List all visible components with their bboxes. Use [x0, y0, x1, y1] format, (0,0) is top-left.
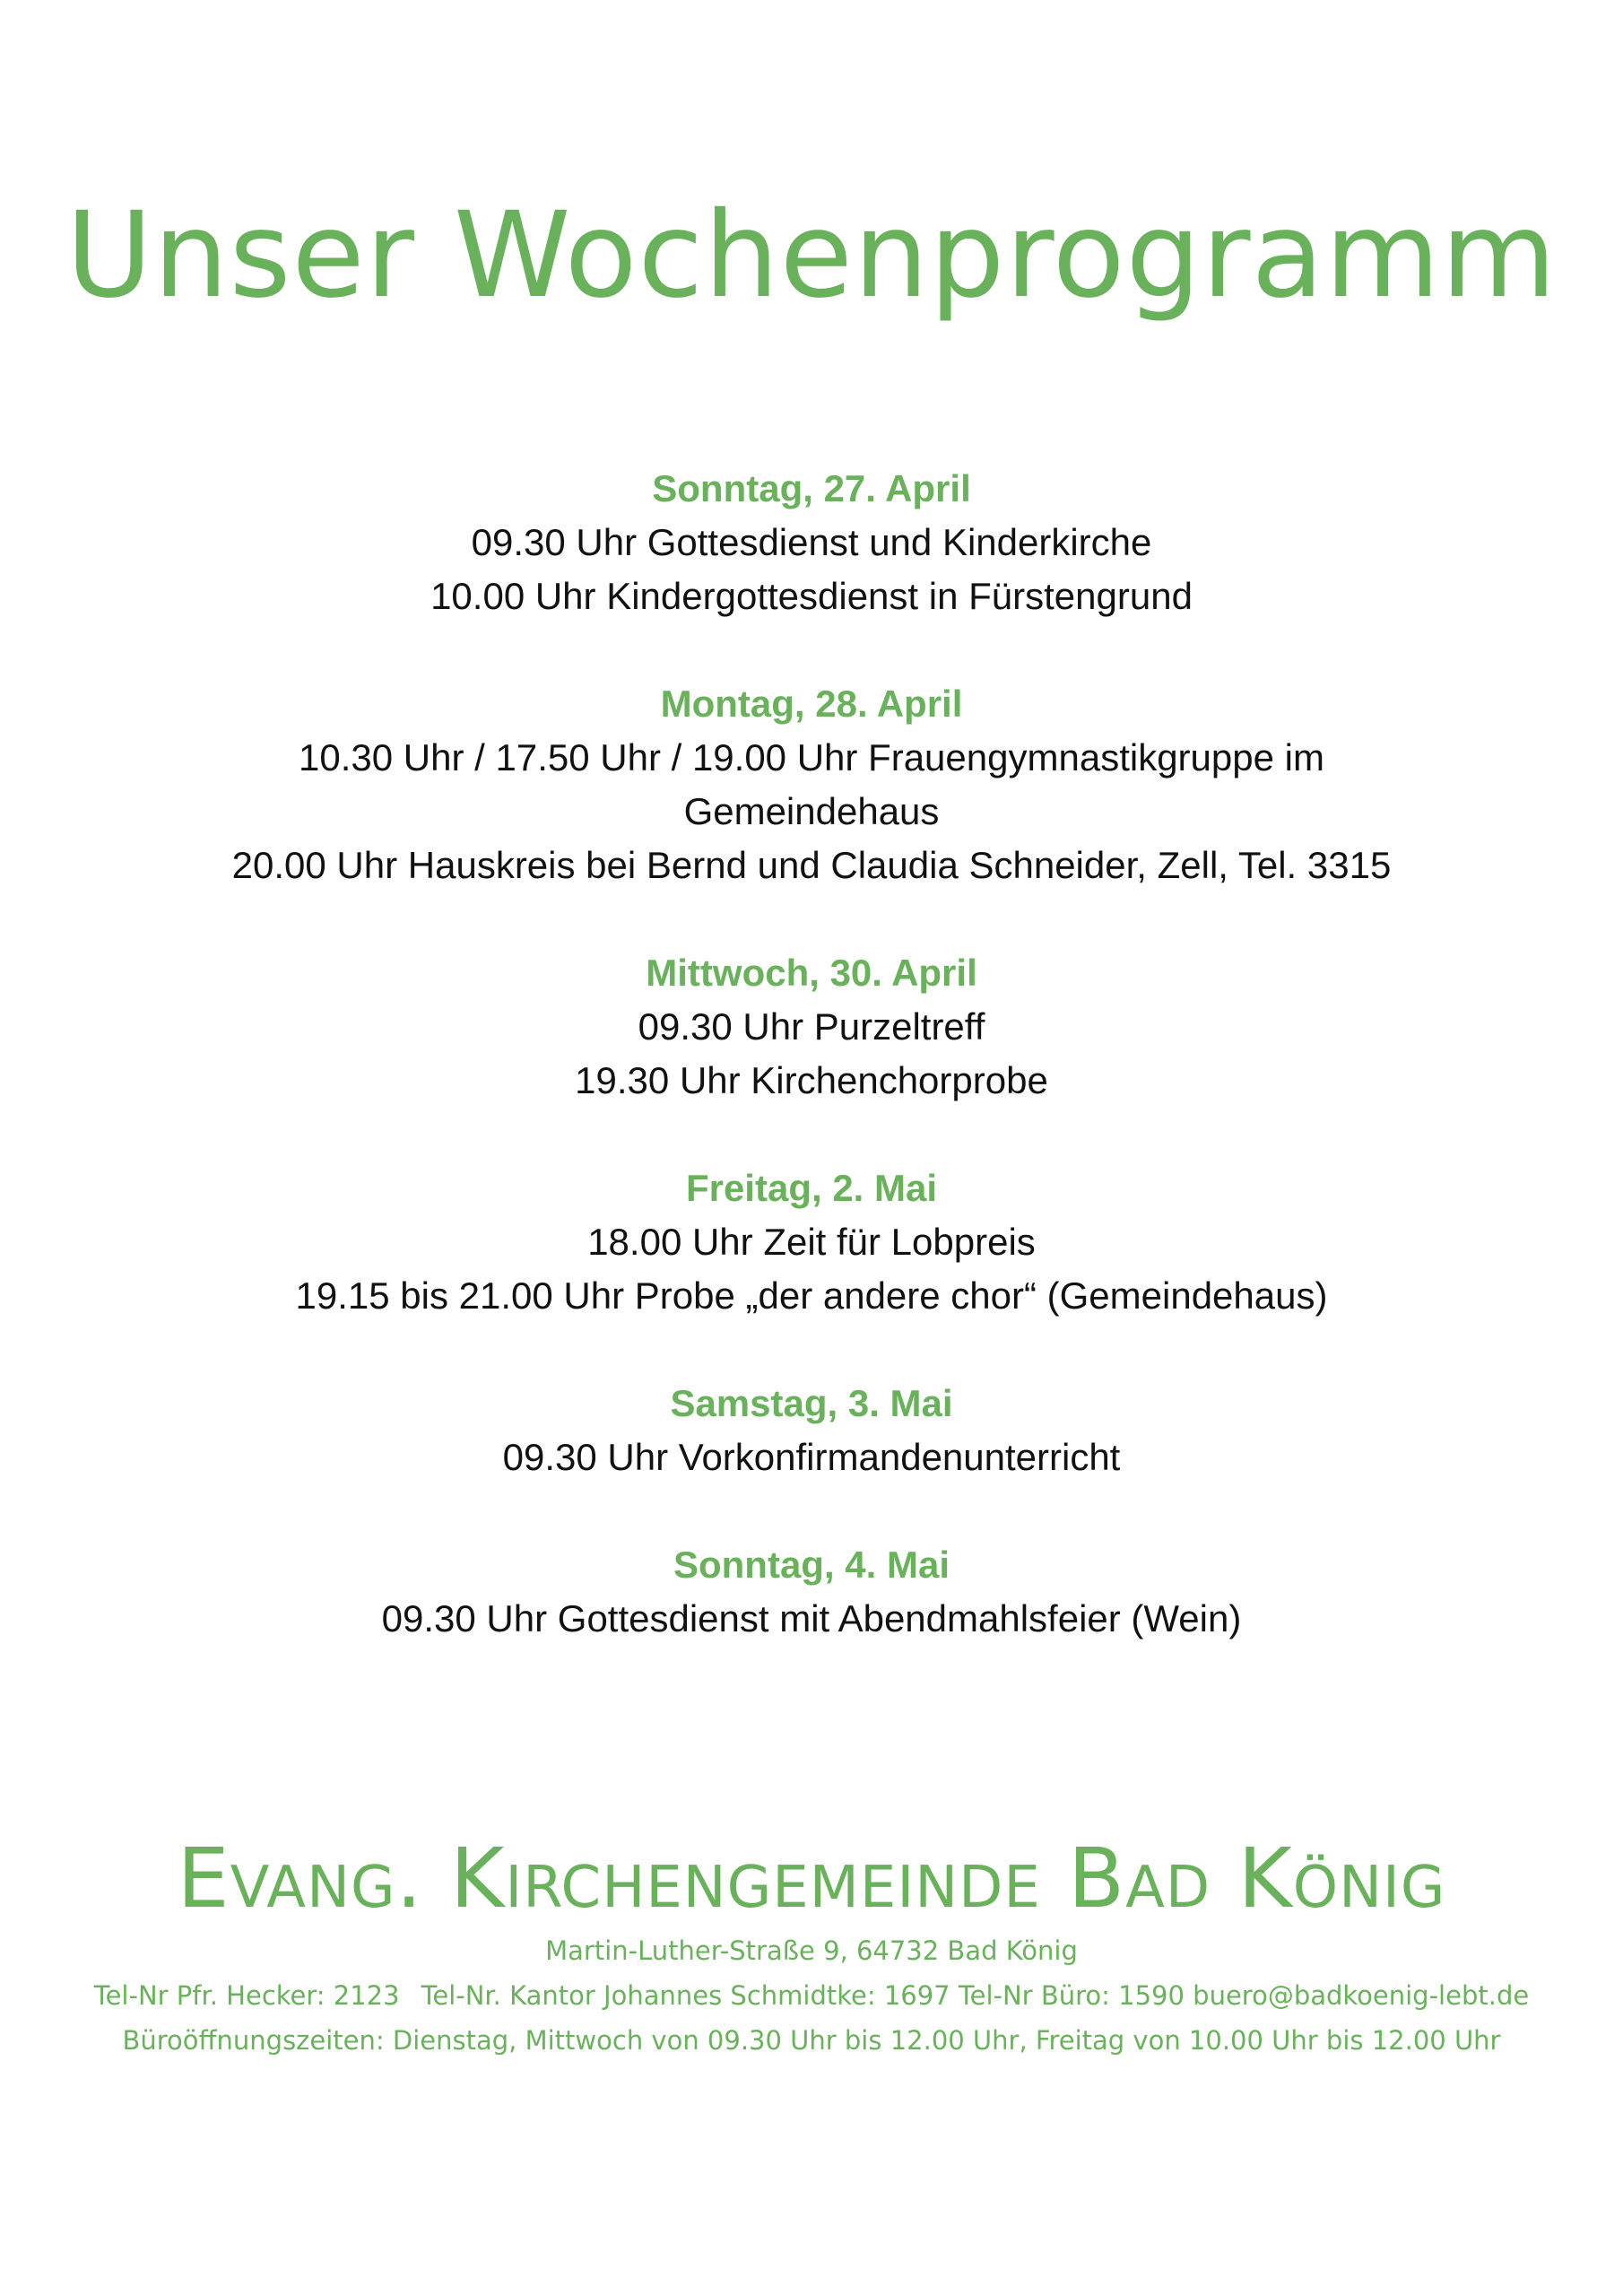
contact-line	[0, 1973, 1623, 2018]
day-heading: Mittwoch, 30. April	[646, 952, 977, 994]
office-hours: Büroöffnungszeiten: Dienstag, Mittwoch von 09.30 Uhr bis 12.00 Uhr, Freitag von 10.00 Uhr bis 12.00 Uhr	[122, 2025, 1501, 2056]
event-line: 09.30 Uhr Gottesdienst und Kinderkirche	[471, 521, 1152, 563]
day-block	[108, 1377, 1515, 1484]
event-line: 09.30 Uhr Vorkonfirmandenunterricht	[502, 1436, 1121, 1478]
day-heading: Freitag, 2. Mai	[685, 1167, 938, 1209]
day-heading: Samstag, 3. Mai	[670, 1382, 953, 1424]
event-line: 19.30 Uhr Kirchenchorprobe	[575, 1059, 1048, 1101]
day-block	[108, 946, 1515, 1108]
weekly-program	[108, 462, 1515, 1700]
day-heading: Sonntag, 27. April	[652, 467, 971, 509]
organization-name: Evang. Kirchengemeinde Bad König	[177, 1831, 1446, 1926]
day-block	[108, 1538, 1515, 1646]
day-block	[108, 462, 1515, 623]
email-link[interactable]: buero@badkoenig-lebt.de	[1193, 1980, 1530, 2011]
event-line: 19.15 bis 21.00 Uhr Probe „der andere chor“ (Gemeindehaus)	[295, 1274, 1328, 1317]
day-heading: Sonntag, 4. Mai	[673, 1544, 950, 1586]
event-line: 18.00 Uhr Zeit für Lobpreis	[587, 1221, 1036, 1263]
day-block	[108, 677, 1515, 892]
phone-buero: Tel-Nr Büro: 1590	[958, 1980, 1185, 2011]
event-line: 09.30 Uhr Purzeltreff	[638, 1005, 985, 1048]
event-line: 09.30 Uhr Gottesdienst mit Abendmahlsfeier (Wein)	[381, 1597, 1242, 1639]
event-line: 10.00 Uhr Kindergottesdienst in Fürstengrund	[430, 575, 1193, 617]
address: Martin-Luther-Straße 9, 64732 Bad König	[545, 1935, 1078, 1966]
phone-pfarrer: Tel-Nr Pfr. Hecker: 2123	[93, 1980, 400, 2011]
footer	[0, 1830, 1623, 2063]
phone-kantor: Tel-Nr. Kantor Johannes Schmidtke: 1697	[421, 1980, 950, 2011]
day-heading: Montag, 28. April	[660, 683, 963, 725]
page-title: Unser Wochenprogramm	[65, 187, 1558, 325]
event-line: 10.30 Uhr / 17.50 Uhr / 19.00 Uhr Frauengymnastikgruppe im	[299, 736, 1324, 778]
day-block	[108, 1161, 1515, 1323]
event-line: Gemeindehaus	[683, 790, 940, 832]
event-line: 20.00 Uhr Hauskreis bei Bernd und Claudia Schneider, Zell, Tel. 3315	[231, 844, 1392, 886]
